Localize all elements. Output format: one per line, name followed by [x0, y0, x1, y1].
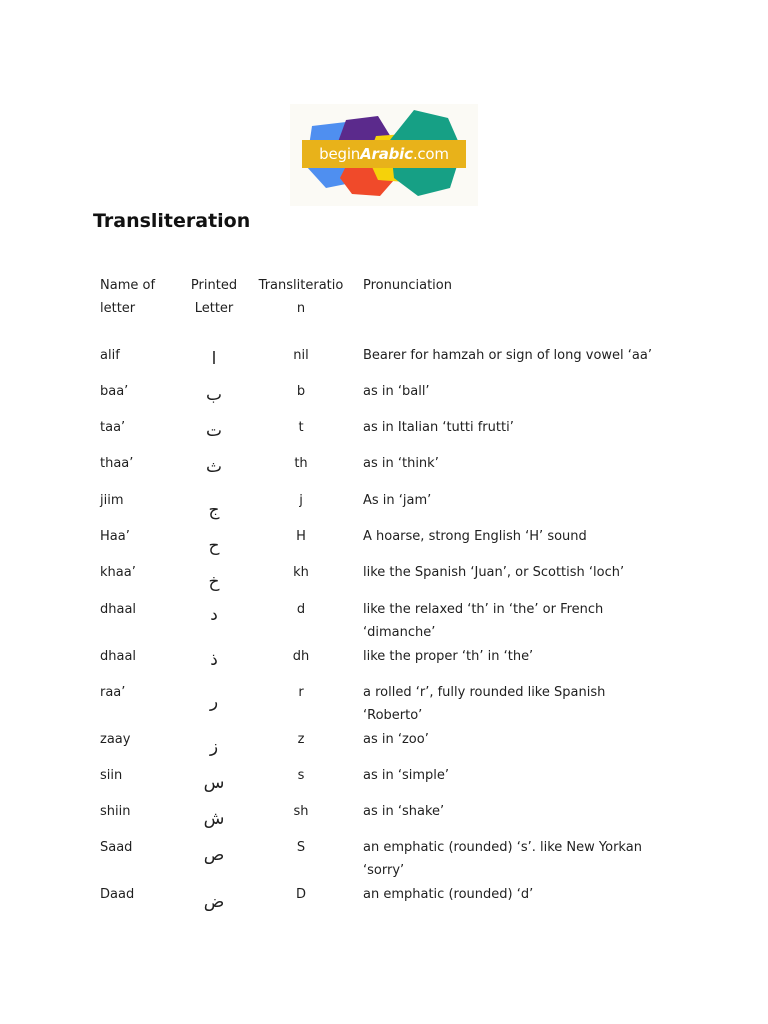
pronunciation-text: a rolled ‘r’, fully rounded like Spanish ‘Roberto’: [363, 685, 606, 723]
pronunciation-text: like the relaxed ‘th’ in ‘the’ or French ‘dimanche’: [363, 602, 604, 640]
pronunciation-text: like the proper ‘th’ in ‘the’: [363, 649, 534, 664]
pronunciation-text: as in ‘shake’: [363, 804, 445, 819]
arabic-letter: ح: [208, 536, 220, 556]
transliteration-value: D: [295, 887, 306, 902]
pronunciation-text: an emphatic (rounded) ‘d’: [363, 887, 534, 902]
letter-name: zaay: [100, 732, 131, 747]
pronunciation-text: as in ‘simple’: [363, 768, 450, 783]
arabic-letter: ص: [203, 845, 225, 865]
arabic-letter: ض: [203, 892, 225, 912]
letter-name: Daad: [100, 887, 135, 902]
arabic-letter: ذ: [210, 650, 218, 670]
arabic-letter: ر: [209, 692, 219, 712]
transliteration-value: t: [298, 420, 304, 435]
letter-name: dhaal: [100, 602, 137, 617]
arabic-letter: ا: [211, 349, 217, 369]
page-title: Transliteration: [93, 210, 251, 232]
logo-wordmark: beginArabic.com: [319, 145, 449, 163]
begin-arabic-logo: [290, 104, 478, 206]
transliteration-value: sh: [293, 804, 309, 819]
transliteration-value: j: [299, 493, 303, 508]
letter-name: Saad: [100, 840, 133, 855]
letter-name: Haa’: [100, 529, 130, 544]
pronunciation-text: an emphatic (rounded) ‘s’. like New Yorkan ‘sorry’: [363, 840, 642, 878]
transliteration-value: dh: [292, 649, 310, 664]
letter-name: jiim: [100, 493, 124, 508]
pronunciation-text: as in ‘zoo’: [363, 732, 429, 747]
letter-name: khaa’: [100, 565, 136, 580]
letter-name: raa’: [100, 685, 126, 700]
pronunciation-text: as in ‘ball’: [363, 384, 430, 399]
header-printed-letter: Printed Letter: [190, 278, 238, 316]
letter-name: siin: [100, 768, 123, 783]
transliteration-value: H: [296, 529, 306, 544]
arabic-letter: ب: [205, 385, 222, 405]
pronunciation-text: As in ‘jam’: [363, 493, 432, 508]
transliteration-value: s: [297, 768, 305, 783]
letter-name: dhaal: [100, 649, 137, 664]
pronunciation-text: A hoarse, strong English ‘H’ sound: [363, 529, 587, 544]
arabic-letter: ث: [205, 457, 222, 477]
transliteration-value: S: [296, 840, 306, 855]
arabic-letter: د: [210, 605, 218, 625]
transliteration-value: th: [294, 456, 308, 471]
arabic-letter: ت: [205, 421, 222, 441]
header-transliteration: Transliteratio n: [258, 278, 344, 316]
letter-name: shiin: [100, 804, 131, 819]
letter-name: thaa’: [100, 456, 134, 471]
header-name-of-letter: Name of letter: [100, 278, 156, 316]
letter-name: alif: [100, 348, 120, 363]
transliteration-value: nil: [293, 348, 309, 363]
arabic-letter: س: [203, 773, 225, 793]
transliteration-value: kh: [293, 565, 309, 580]
transliteration-value: d: [296, 602, 306, 617]
arabic-letter: ج: [208, 500, 220, 520]
transliteration-value: r: [298, 685, 304, 700]
transliteration-value: z: [297, 732, 305, 747]
header-pronunciation: Pronunciation: [363, 278, 452, 293]
letter-name: taa’: [100, 420, 126, 435]
letter-name: baa’: [100, 384, 129, 399]
arabic-letter: خ: [208, 572, 220, 592]
arabic-letter: ش: [203, 809, 225, 829]
pronunciation-text: like the Spanish ‘Juan’, or Scottish ‘loch’: [363, 565, 625, 580]
transliteration-value: b: [296, 384, 306, 399]
pronunciation-text: as in Italian ‘tutti frutti’: [363, 420, 514, 435]
pronunciation-text: as in ‘think’: [363, 456, 439, 471]
arabic-letter: ز: [209, 737, 219, 757]
pronunciation-text: Bearer for hamzah or sign of long vowel ‘aa’: [363, 348, 652, 363]
